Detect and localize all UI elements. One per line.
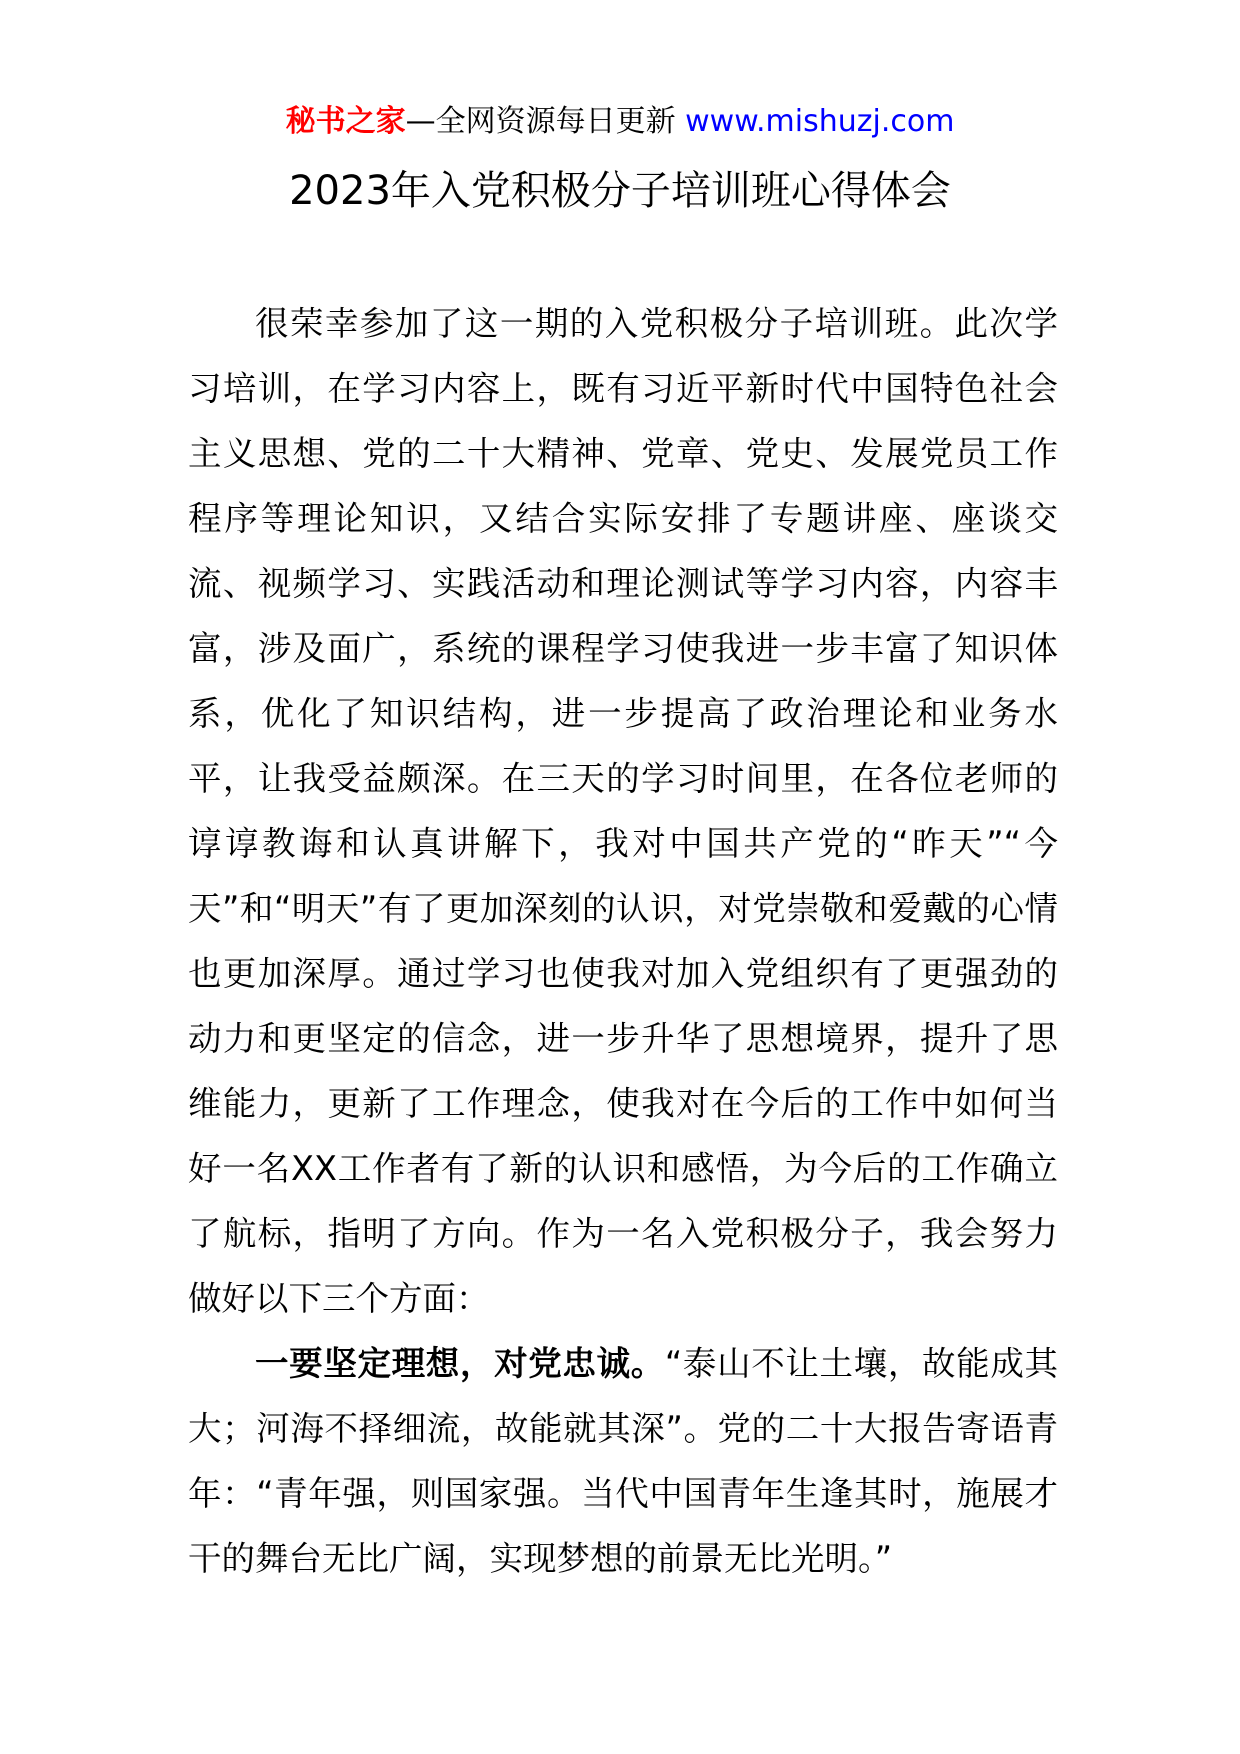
paragraph-lead: 一要坚定理想，对党忠诚。 (255, 1344, 665, 1383)
paragraph-intro: 很荣幸参加了这一期的入党积极分子培训班。此次学习培训，在学习内容上，既有习近平新时代中国特色社会主义思想、党的二十大精神、党章、党史、发展党员工作程序等理论知识，又结合实际安排了专题讲座、座谈交流、视频学习、实践活动和理论测试等学习内容，内容丰富，涉及面广，系统的课程学习使我进一步丰富了知识体系，优化了知识结构，进一步提高了政治理论和业务水平，让我受益颇深。在三天的学习时间里，在各位老师的谆谆教诲和认真讲解下，我对中国共产党的“昨天”“今天”和“明天”有了更加深刻的认识，对党崇敬和爱戴的心情也更加深厚。通过学习也使我对加入党组织有了更强劲的动力和更坚定的信念，进一步升华了思想境界，提升了思维能力，更新了工作理念，使我对在今后的工作中如何当好一名XX工作者有了新的认识和感悟，为今后的工作确立了航标，指明了方向。作为一名入党积极分子，我会努力做好以下三个方面： (188, 304, 1058, 1318)
site-url-link[interactable]: www.mishuzj.com (685, 104, 955, 139)
paragraph-first-point (188, 1331, 1058, 1591)
document-body (188, 291, 1058, 1591)
site-tagline: —全网资源每日更新 (405, 104, 676, 139)
paragraph-text: “泰山不让土壤，故能成其大；河海不择细流，故能就其深”。党的二十大报告寄语青年：“青年强，则国家强。当代中国青年生逢其时，施展才干的舞台无比广阔，实现梦想的前景无比光明。” (188, 1344, 1059, 1578)
document-title: 2023年入党积极分子培训班心得体会 (289, 168, 951, 214)
site-brand: 秘书之家 (285, 104, 406, 139)
site-header (0, 100, 1240, 144)
